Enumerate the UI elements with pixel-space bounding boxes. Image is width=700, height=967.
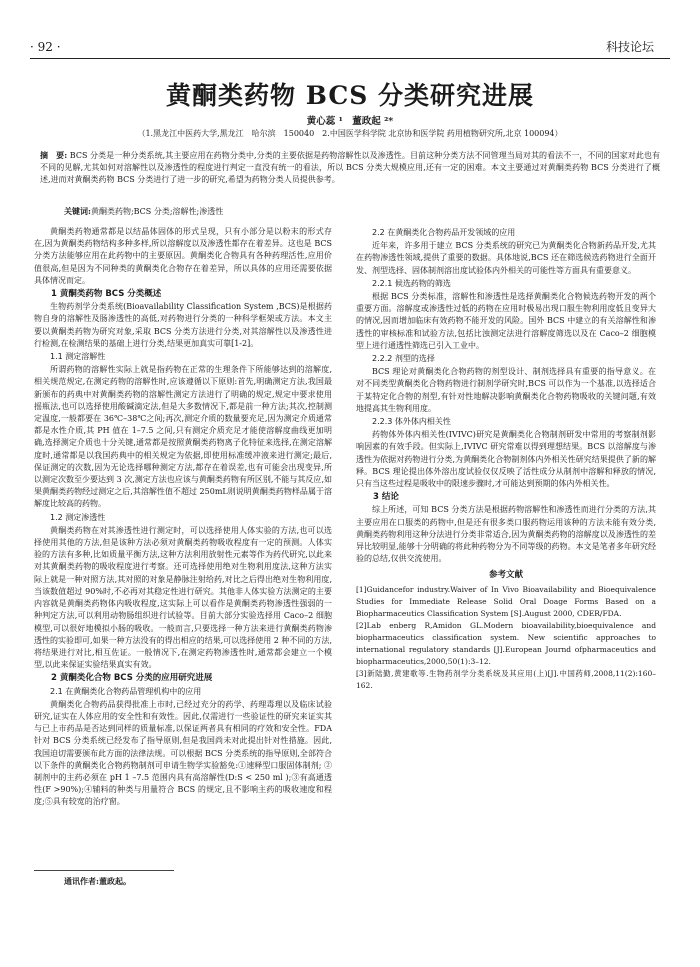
- reference-item: [2]Lab enberg R,Amidon GL.Modern bioavailability,bioequivalence and biopharmaceutics classification system. New scientific approaches to international regulatory standards [J].European Journd ofpharmaceutics and biopharmaceutics,2000,50(1):3–12.: [356, 620, 656, 666]
- affiliations: （1.黑龙江中医药大学,黑龙江 哈尔滨 150040 2.中国医学科学院 北京协和医学院 药用植物研究所,北京 100094）: [137, 129, 563, 138]
- paragraph: 近年来，许多用于建立 BCS 分类系统的研究已为黄酮类化合物新药品开发,尤其在药物渗透性领域,提供了重要的数据。具体地说,BCS 还在筛选候选药物进行全面开发、剂型选择、固体制剂溶出度试验体内外相关的可能性等方面具有重要意义。: [356, 241, 656, 275]
- paragraph: 生物药剂学分类系统(Bioavailability Classification System ,BCS)是根据药物自身的溶解性及肠渗透性的高低,对药物进行分类的一种科学框架或方法。本文主要以黄酮类药物为研究对象,采取 BCS 分类方法进行分类,对其溶解性以及渗透性进行检测,在检测结果的基础上进行分类,结果更加真实可靠[1-2]。: [34, 302, 332, 348]
- subsection-heading: 2.2 在黄酮类化合物药品开发领域的应用: [372, 228, 516, 237]
- paragraph: 黄酮类药物在对其渗透性进行测定时，可以选择使用人体实验的方法,也可以选择使用其他的方法,但是该种方法必须对黄酮类药物吸收程度有一定的预测。人体实验的方法有多种,比如质量平衡方法,这种方法利用放射性元素等作为药代研究,以此来对其黄酮类药物的吸收程度进行考察。还可选择使用绝对生物利用度法,这种方法实际上就是一种对照方法,其对照的对象是静脉注射给药,对比之后得出绝对生物利用度,当该数值超过 90%时,不必再对其稳定性进行研究。其他非人体实验方法测定的主要内容就是黄酮类药物体内吸收程度,这实际上可以看作是黄酮类药物渗透性强弱的一种判定方法,可以利用动物肠组织进行试验等。目前大部分实验选择用 Caco–2 细胞模型,可以很好地模拟小肠的吸收。一般而言,只要选择一种方法来进行黄酮类药物渗透性的实验即可,如果一种方法没有的得出相应的结果,可以选择使用 2 种不同的方法,将结果进行对比,相互佐证。一般情况下,在测定药物渗透性时,通常都会建立一个模型,以此来保证实验结果真实有效。: [34, 525, 332, 670]
- intro-paragraph: 黄酮类药物通常都是以结晶体固体的形式呈现，只有小部分是以粉末的形式存在,因为黄酮类药物结构多种多样,所以溶解度以及渗透性都存在着差异。这也是 BCS 分类方法能够应用在此药物中的主要原因。黄酮类化合物具有各种药理活性,应用价值很高,但是因为不同种类的黄酮类化合物存在着差异，所以具体的应用还需要依据具体情况而定。: [34, 227, 332, 285]
- keywords: [64, 206, 223, 217]
- abstract: [40, 149, 660, 186]
- paragraph: 黄酮类化合物药品获得批准上市时,已经过充分的药学、药理毒理以及临床试验研究,证实在人体应用的安全性和有效性。因此,仅需进行一些验证性的研究来证实其与已上市药品是否达到同样的质量标准,以保证两者具有相同的疗效和安全性。FDA 针对 BCS 分类系统已经发布了指导原则,但是我国尚未对此提出针对性措施。因此,我国迫切需要颁布此方面的法律法规。可以根据 BCS 分类系统的指导原则,全部符合以下条件的黄酮类化合物药物制剂可申请生物学实验豁免:①速释型口服固体制剂; ②制剂中的主药必须在 pH 1 –7.5 范围内具有高溶解性(D:S < 250 ml );③有高通透性(F >90%);④辅料的种类与用量符合 BCS 的规定,且不影响主药的吸收速度和程度;⑤具有较宽的治疗窗。: [34, 699, 332, 807]
- section-heading: 1 黄酮类药物 BCS 分类概述: [51, 289, 162, 300]
- subsection-heading: 1.1 测定溶解性: [50, 352, 106, 362]
- subsection-heading: 2.2.2 剂型的选择: [372, 354, 435, 364]
- abstract-text: BCS 分类是一种分类系统,其主要应用在药物分类中,分类的主要依据是药物溶解性以及渗透性。目前这种分类方法不同管理当局对其的看法不一，不同的国家对此也有不同的见解,尤其如何对溶解性以及渗透性的程度进行判定一直没有统一的看法，所以 BCS 分类大规模应用,还有一定的困难。本文主要通过对黄酮类药物 BCS 分类进行了概述,进而对黄酮类药物 BCS 分类进行了进一步的研究,希望为药物分类人员提供参考。: [40, 151, 661, 184]
- reference-item: [3]新陆勤,黄建歌等.生物药剂学分类系统及其应用(上)[J].中国药师,2008,11(2):160–162.: [356, 668, 656, 690]
- left-column: [34, 226, 332, 809]
- subsection-heading: 1.2 测定渗透性: [50, 512, 106, 522]
- paragraph: 药物体外体内相关性(IVIVC)研究是黄酮类化合物制剂研发中常用的考察制剂影响因素的有效手段。但实际上,IVIVC 研究常难以得到理想结果。BCS 以溶解度与渗透性为依据对药物进行分类,为黄酮类化合物制剂体内外相关性研究结果提供了新的解释。BCS 理论提出体外溶出度试验仅仅反映了活性成分从制剂中溶解和释放的情况,只有当这些过程是吸收中的限速步骤时,才可能达到预期的体内外相关性。: [356, 430, 656, 489]
- paragraph: BCS 理论对黄酮类化合物药物的剂型设计、制剂选择具有重要的指导意义。在对不同类型黄酮类化合物药物进行制剂学研究时,BCS 可以作为一个基准,以选择适合于某特定化合物的剂型,有针对性地解决影响黄酮类化合物药物吸收的关键问题,有效地提高其生物利用度。: [356, 367, 656, 413]
- section-heading: 3 结论: [373, 492, 399, 503]
- keywords-text: 黄酮类药物;BCS 分类;溶解性;渗透性: [90, 207, 224, 216]
- article-title: 黄酮类药物 BCS 分类研究进展: [166, 81, 534, 110]
- right-column: [356, 226, 656, 692]
- footnote-rule: [34, 870, 174, 871]
- references-title: 参考文献: [488, 570, 523, 581]
- reference-item: [1]Guidancefor industry.Waiver of In Vivo Bioavailability and Bioequivalence Studies for Immediate Release Solid Oral Doage Forms Based on a Biopharmaceutics Classification System [S].August 2000, CDER/FDA.: [356, 584, 656, 618]
- corresponding-author: 通讯作者:董政起。: [64, 876, 131, 886]
- subsection-heading: 2.2.1 候选药物的筛选: [372, 278, 451, 288]
- subsection-heading: 2.2.3 体外体内相关性: [372, 417, 451, 427]
- authors: 黄心蕊 ¹ 董政起 ²*: [306, 116, 394, 127]
- page-number: · 92 ·: [30, 40, 61, 54]
- paragraph: 所谓药物的溶解性实际上就是指药物在正常的生理条件下所能够达到的溶解度,相关规范规定,在测定药物的溶解性时,应该遵循以下原则:首先,明确测定方法,我国最新颁布的药典中对黄酮类药物的溶解性测定方法进行了明确的规定,规定中要求使用摇瓶法,也可以选择使用酸碱滴定法,但是大多数情况下,都是前一种方法;其次,控制测定温度,一般都要在 36℃–38℃之间;再次,测定介质的数量要充足,因为测定介质通常都是水性介质,其 PH 值在 1–7.5 之间,只有测定介质充足才能使溶解度曲线更加明确,选择测定介质也十分关键,通常都是按照黄酮类药物离子化特征来选择,在测定溶解度时,通常都是以我国药典中的相关规定为依据,即使用标准缓冲液来进行测定;最后,保证测定的次数,因为无论选择哪种测定方法,都存在着误差,也有可能会出现变异,所以测定次数至少要达到 3 次,测定方法也应该与黄酮类药物有所区别,不能与其反应,如果黄酮类药物经过测定之后,其溶解性值不超过 250mL则说明黄酮类药物样品属于溶解度比较高的药物。: [34, 365, 332, 509]
- abstract-label: 摘 要:: [40, 150, 68, 160]
- keywords-label: 关键词:: [64, 206, 91, 216]
- paragraph: 综上所述，可知 BCS 分类方法是根据药物溶解性和渗透性而进行分类的方法,其主要应用在口服类的药物中,但是还有很多类口服药物运用该种的方法未能有效分类,黄酮类药物利用这种分法进行分类非常适合,因为黄酮类药物的溶解度以及渗透性的差异比较明显,能够十分明确的将此种药物分为不同等级的药物。本文是笔者多年研究经验的总结,仅供交流使用。: [356, 505, 656, 564]
- header-rule: [30, 58, 670, 59]
- subsection-heading: 2.1 在黄酮类化合物药品管理机构中的应用: [50, 686, 202, 696]
- journal-section: 科技论坛: [605, 40, 654, 54]
- section-heading: 2 黄酮类化合物 BCS 分类的应用研究进展: [51, 673, 213, 684]
- paragraph: 根据 BCS 分类标准，溶解性和渗透性是选择黄酮类化合物候选药物开发的两个重要方面。溶解度或渗透性过低的药物在应用时极易出现口服生物利用度低且变异大的情况,因而增加临床有效药物不能开发的风险。国外 BCS 中建立的有关溶解性和渗透性的审核标准和试验方法,包括比浊测定法进行溶解度筛选以及在 Caco–2 细胞模型上进行通透性筛选已引入工业中。: [356, 292, 656, 350]
